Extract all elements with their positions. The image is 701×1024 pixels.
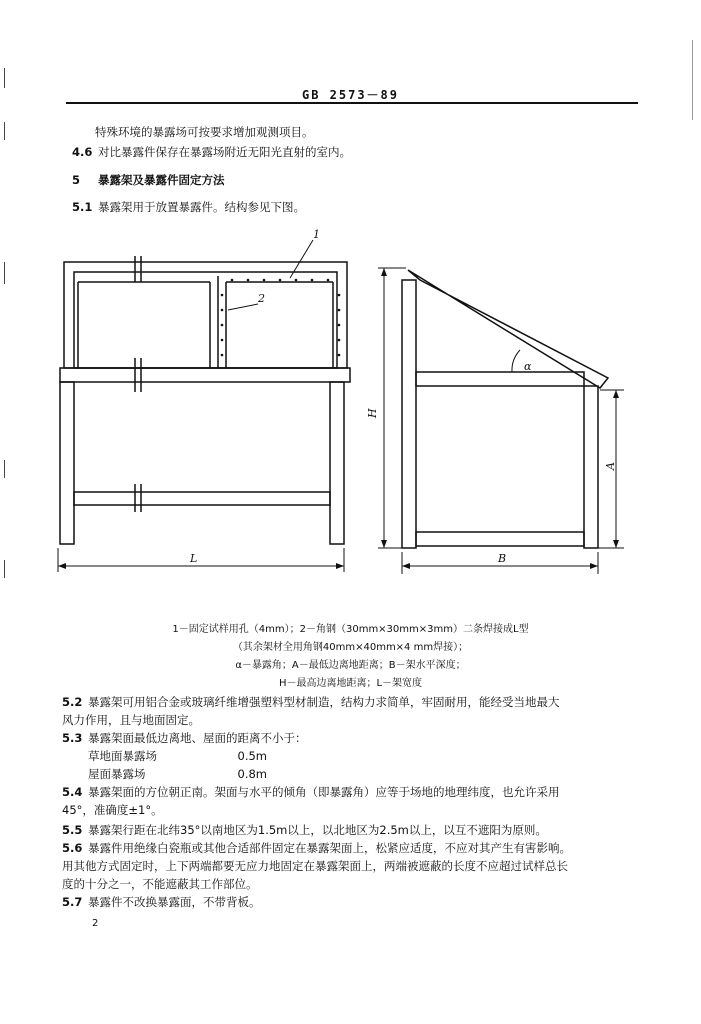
clause-line: 用其他方式固定时，上下两端都要无应力地固定在暴露架面上，两端被遮蔽的长度不应超过试样总长	[62, 859, 568, 873]
callout-1: 1	[313, 228, 320, 241]
section-heading: 5 暴露架及暴露件固定方法	[72, 173, 225, 187]
clause-line: 草地面暴露场 0.5m	[88, 749, 267, 763]
front-top-frame-inner	[74, 272, 337, 368]
clause-line: 5.7 暴露件不改换暴露面，不带背板。	[62, 895, 261, 909]
clause-line: 5.3 暴露架面最低边离地、屋面的距离不小于：	[62, 731, 307, 745]
dim-label-H: H	[366, 408, 379, 418]
front-lower-crossbar	[74, 492, 330, 505]
front-view	[58, 240, 350, 572]
side-horizontal-member	[416, 372, 584, 386]
text-line: 5.1 暴露架用于放置暴露件。结构参见下图。	[72, 200, 305, 214]
figure-caption-line: α－暴露角；A－最低边离地距离；B－架水平深度；	[235, 660, 466, 671]
clause-line: 5.5 暴露架行距在北纬35°以南地区为1.5m以上，以北地区为2.5m以上，以互不遮阳为原则。	[62, 823, 547, 837]
text-line: 特殊环境的暴露场可按要求增加观测项目。	[95, 125, 314, 139]
figure-caption-line: （其余架材全用角钢40mm×40mm×4 mm焊接）；	[232, 642, 469, 653]
clause-line: 45°，准确度±1°。	[62, 803, 163, 817]
dim-label-A: A	[604, 462, 617, 470]
side-front-leg	[402, 280, 416, 548]
clause-line: 5.4 暴露架面的方位朝正南。架面与水平的倾角（即暴露角）应等于场地的地理纬度，也允许采用	[62, 785, 560, 799]
dimension-arrows	[58, 268, 619, 569]
front-top-frame	[64, 262, 347, 368]
inclined-face	[408, 270, 608, 388]
front-leg-right	[330, 382, 344, 544]
front-crossbar	[60, 368, 350, 382]
dim-label-L: L	[190, 552, 198, 565]
text-line: 4.6 对比暴露件保存在暴露场附近无阳光直射的室内。	[72, 145, 351, 159]
page-header: GB 2573－89	[301, 88, 400, 102]
clause-line: 风力作用，且与地面固定。	[62, 713, 200, 727]
dim-label-B: B	[498, 552, 507, 565]
fixing-holes	[221, 279, 341, 357]
side-rear-leg	[584, 386, 598, 548]
clause-line: 度的十分之一，不能遮蔽其工作部位。	[62, 877, 258, 891]
figure-caption-line: 1－固定试样用孔（4mm）；2－角钢（30mm×30mm×3mm）二条焊接成L型	[172, 624, 529, 635]
front-leg-left	[60, 382, 74, 544]
clause-line: 屋面暴露场 0.8m	[88, 767, 267, 781]
clause-line: 5.6 暴露件用绝缘白瓷瓶或其他合适部件固定在暴露架面上，松紧应适度，不应对其产生有害影响。	[62, 841, 571, 855]
figure-caption-line: H－最高边离地距离；L－架宽度	[278, 678, 423, 689]
callout-2: 2	[258, 292, 265, 305]
side-bottom-member	[416, 532, 584, 546]
clause-line: 5.2 暴露架可用铝合金或玻璃纤维增强塑料型材制造，结构力求简单，牢固耐用，能经受当地最大	[62, 695, 560, 709]
page-number: 2	[92, 918, 99, 929]
side-view	[378, 268, 624, 574]
angle-label: α	[524, 360, 532, 373]
